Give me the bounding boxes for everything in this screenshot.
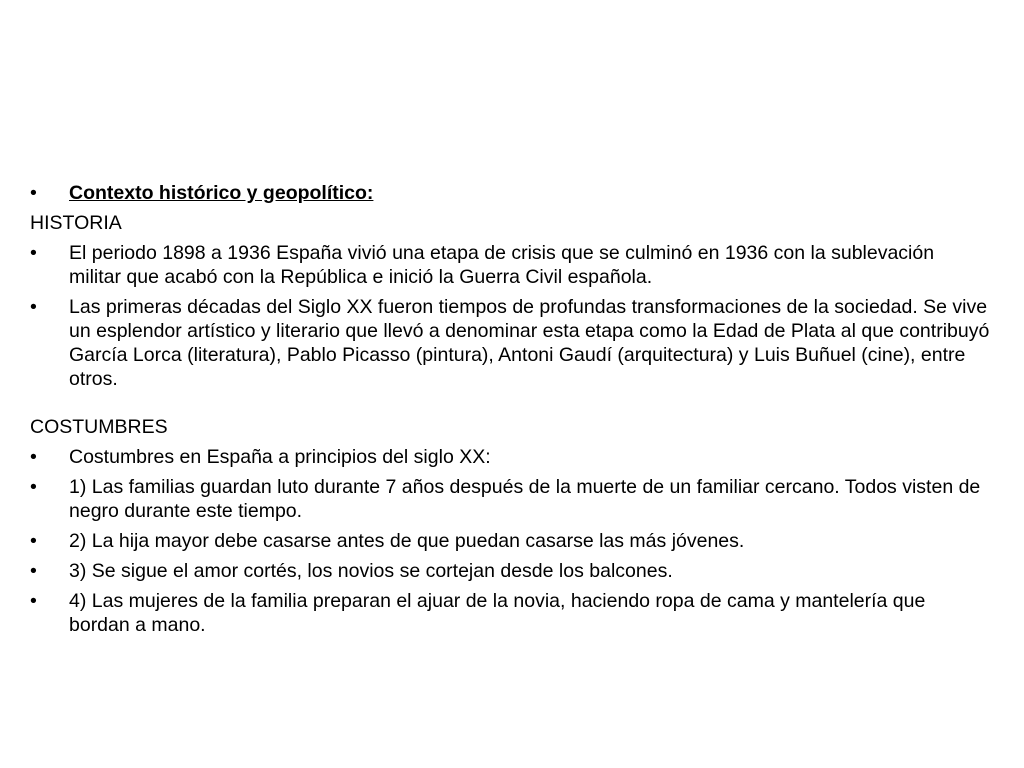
slide-content xyxy=(30,181,990,643)
bullet-icon: • xyxy=(30,182,37,204)
bullet-icon: • xyxy=(30,446,37,468)
list-item-text: El periodo 1898 a 1936 España vivió una etapa de crisis que se culminó en 1936 con la sublevación militar que acabó con la República e inició la Guerra Civil española. xyxy=(69,242,935,288)
historia-label: HISTORIA xyxy=(30,212,122,234)
list-item-text: 1) Las familias guardan luto durante 7 años después de la muerte de un familiar cercano. Todos visten de negro durante este tiempo. xyxy=(69,476,981,522)
list-item-text: 4) Las mujeres de la familia preparan el ajuar de la novia, haciendo ropa de cama y mantelería que bordan a mano. xyxy=(69,590,926,636)
bullet-icon: • xyxy=(30,242,37,264)
list-item-text: 2) La hija mayor debe casarse antes de que puedan casarse las más jóvenes. xyxy=(69,530,745,552)
list-item xyxy=(30,589,990,637)
bullet-icon: • xyxy=(30,560,37,582)
spacer xyxy=(30,397,990,415)
list-item-text: Las primeras décadas del Siglo XX fueron tiempos de profundas transformaciones de la sociedad. Se vive un esplendor artístico y literario que llevó a denominar esta etapa como la Edad de Plata al que contribuyó García Lorca (literatura), Pablo Picasso (pintura), Antoni Gaudí (arquitectura) y Luis Buñuel (cine), entre otros. xyxy=(69,296,990,390)
list-item-text: Costumbres en España a principios del siglo XX: xyxy=(69,446,491,468)
heading-item xyxy=(30,181,990,205)
list-item xyxy=(30,529,990,553)
list-item xyxy=(30,559,990,583)
list-item xyxy=(30,295,990,391)
list-item xyxy=(30,475,990,523)
bullet-icon: • xyxy=(30,530,37,552)
costumbres-label: COSTUMBRES xyxy=(30,416,168,438)
bullet-icon: • xyxy=(30,296,37,318)
list-item xyxy=(30,445,990,469)
list-item xyxy=(30,241,990,289)
list-item-text: 3) Se sigue el amor cortés, los novios se cortejan desde los balcones. xyxy=(69,560,673,582)
section-heading: Contexto histórico y geopolítico: xyxy=(69,182,374,204)
bullet-icon: • xyxy=(30,476,37,498)
bullet-icon: • xyxy=(30,590,37,612)
